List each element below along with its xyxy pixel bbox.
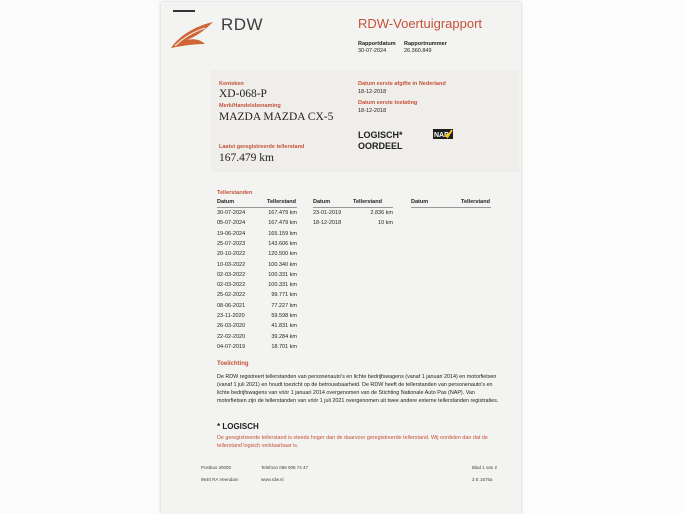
toelichting-text: De RDW registreert tellerstanden van personenauto's en lichte bedrijfswagens (vanaf 1 januari 2014) en motorfietsen (vanaf 1 juli 2021) en houdt toezicht op de betrouwbaarheid. De RDW heeft de tellerstanden van personenauto's en lichte bedrijfswagens van vóór 1 januari 2014 overgenomen van de Stichting Nationale Auto Pas (NAP). Van motorfietsen zijn de tellerstanden van vóór 1 juli 2021 overgenomen uit twee andere externe tellerstanden registraties. xyxy=(217,374,499,404)
footer-postbus: Postbus 30000 xyxy=(201,465,232,470)
nl-date-value: 18-12-2018 xyxy=(358,89,387,95)
report-title: RDW-Voertuigrapport xyxy=(358,16,483,31)
merk-label: Merk/Handelsbenaming xyxy=(219,103,281,109)
nap-badge-text: NAP xyxy=(434,132,449,139)
footer-website: www.rdw.nl xyxy=(261,477,284,482)
rapportnummer-value: 26.360.849 xyxy=(404,48,432,54)
col3-tellerstand-header: Tellerstand xyxy=(461,199,490,205)
toelichting-title: Toelichting xyxy=(217,361,249,367)
footer-code: 3 E 1675a xyxy=(472,477,493,482)
background-right xyxy=(522,0,685,514)
reading-row-date: 04-07-2019 xyxy=(217,343,246,350)
reading-row-value: 18.701 km xyxy=(271,343,297,350)
reading-row-date: 26-03-2020 xyxy=(217,323,246,330)
reading-row-date: 22-02-2020 xyxy=(217,333,246,340)
report-document xyxy=(161,2,521,514)
reading-row-date: 20-10-2022 xyxy=(217,251,246,258)
reading-row-value: 39.284 km xyxy=(271,333,297,340)
reading-row-value: 143.606 km xyxy=(268,240,297,247)
reading-row-date: 25-02-2022 xyxy=(217,292,246,299)
logisch-verdict xyxy=(358,130,403,152)
reading-row-value: 99.771 km xyxy=(271,292,297,299)
footer-page: Blad 1 van 2 xyxy=(472,465,498,470)
reading-row-date: 23-11-2020 xyxy=(217,313,245,319)
kenteken-value: XD-068-P xyxy=(219,88,267,100)
pen-mark xyxy=(173,10,195,12)
last-odometer-label: Laatst geregistreerde tellerstand xyxy=(219,144,305,150)
reading-row-value: 100.331 km xyxy=(268,282,297,289)
reading-row-value: 2.836 km xyxy=(370,210,393,216)
reading-row-date: 10-03-2022 xyxy=(217,261,246,268)
kenteken-label: Kenteken xyxy=(219,81,244,87)
footer-telefoon: Telefoon 088 008 74 47 xyxy=(261,465,309,470)
reading-row-value: 77.227 km xyxy=(271,302,297,309)
col3-datum-header: Datum xyxy=(411,199,429,205)
last-odometer-value: 167.479 km xyxy=(219,152,274,164)
reading-row-date: 25-07-2023 xyxy=(217,240,246,247)
reading-row-value: 167.479 km xyxy=(268,220,297,227)
rapportnummer-label: Rapportnummer xyxy=(404,41,447,47)
col3-header-rule xyxy=(411,207,491,208)
reading-row-value: 100.340 km xyxy=(268,261,297,268)
tellerstanden-title: Tellerstanden xyxy=(217,190,253,196)
reading-row-date: 18-12-2018 xyxy=(313,220,342,227)
reading-row-value: 167.479 km xyxy=(268,210,297,216)
logisch-title: * LOGISCH xyxy=(217,422,259,431)
first-admission-label: Datum eerste toelating xyxy=(358,100,418,106)
logo-text: RDW xyxy=(221,15,264,34)
reading-row-value: 165.159 km xyxy=(268,230,297,237)
reading-row-value: 41.831 km xyxy=(271,323,297,330)
verdict-line-2: OORDEEL xyxy=(358,141,403,151)
col2-header-rule xyxy=(313,207,393,208)
rapportdatum-label: Rapportdatum xyxy=(358,41,396,47)
logisch-explanation: De geregistreerde tellerstand is steeds hoger dan de daarvoor geregistreerde tellerstand. Wij oordelen dan dat de tellerstand logisch verklaarbaar is. xyxy=(217,435,488,449)
reading-row-date: 30-07-2024 xyxy=(217,210,246,216)
reading-row-value: 10 km xyxy=(378,220,393,227)
reading-row-date: 08-06-2021 xyxy=(217,302,246,309)
first-admission-value: 18-12-2018 xyxy=(358,108,387,114)
footer-address: 9640 RA Veendam xyxy=(201,477,239,482)
rapportdatum-value: 30-07-2024 xyxy=(358,48,387,54)
reading-row-value: 120.500 km xyxy=(268,251,297,258)
reading-row-value: 59.598 km xyxy=(271,313,297,319)
col1-datum-header: Datum xyxy=(217,199,235,205)
reading-row-date: 23-01-2019 xyxy=(313,210,342,216)
reading-row-date: 19-06-2024 xyxy=(217,230,246,237)
verdict-line-1: LOGISCH* xyxy=(358,130,403,140)
col1-header-rule xyxy=(217,207,297,208)
reading-row-value: 100.331 km xyxy=(268,271,297,278)
col2-datum-header: Datum xyxy=(313,199,331,205)
reading-row-date: 02-03-2022 xyxy=(217,282,246,289)
nl-date-label: Datum eerste afgifte in Nederland xyxy=(358,81,446,87)
nap-badge xyxy=(433,129,453,139)
rdw-logo-icon xyxy=(169,18,215,52)
reading-row-date: 02-03-2022 xyxy=(217,271,246,278)
reading-row-date: 05-07-2024 xyxy=(217,220,246,227)
col1-tellerstand-header: Tellerstand xyxy=(267,199,296,205)
background-left xyxy=(0,0,160,514)
merk-value: MAZDA MAZDA CX-5 xyxy=(219,111,334,123)
col2-tellerstand-header: Tellerstand xyxy=(353,199,382,205)
